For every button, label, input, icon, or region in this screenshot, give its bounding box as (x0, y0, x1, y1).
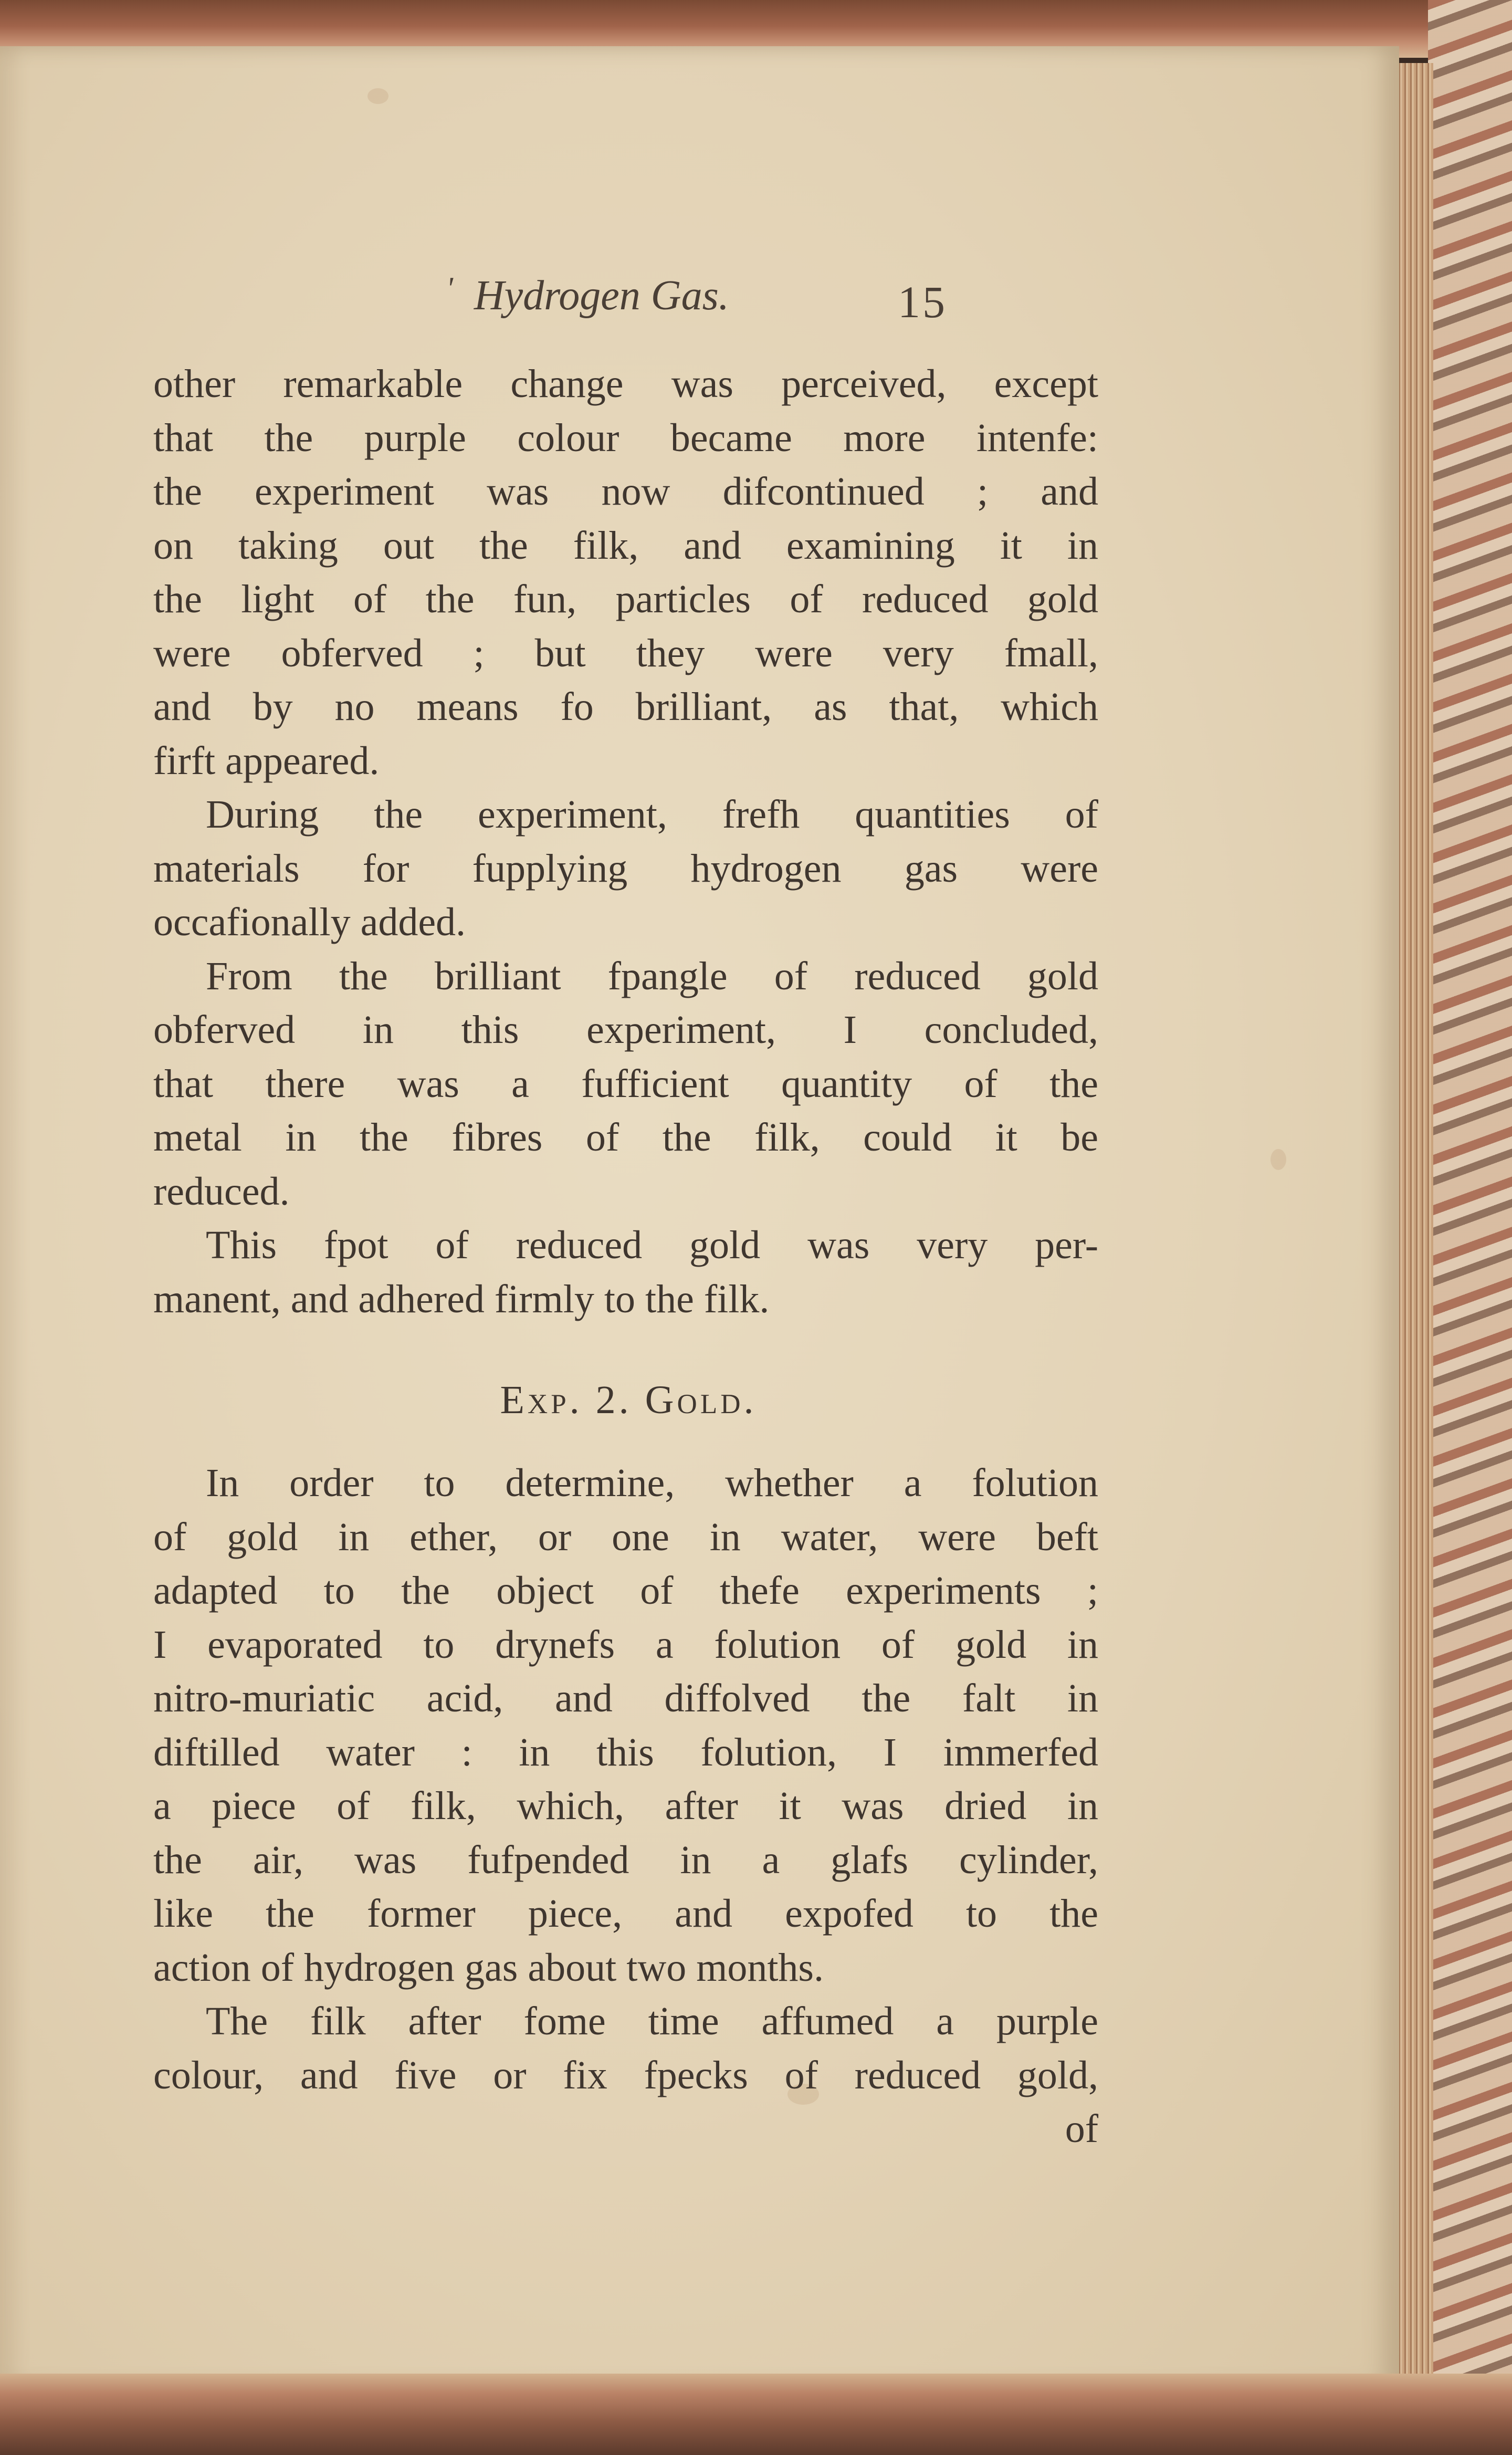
text-line: During the experiment, frefh quantities of (206, 792, 1098, 837)
page-number: 15 (898, 277, 947, 327)
paragraph (153, 788, 1098, 949)
book-bottom-edge (0, 2374, 1512, 2455)
text-line: the experiment was now difcontinued ; and (153, 469, 1098, 514)
running-title (446, 270, 729, 320)
text-line: the air, was fufpended in a glafs cylinder, (153, 1837, 1098, 1882)
text-line: of gold in ether, or one in water, were beft (153, 1514, 1098, 1559)
text-line: diftilled water : in this folution, I immerfed (153, 1730, 1098, 1774)
text-line: colour, and five or fix fpecks of reduced gold, (153, 2053, 1098, 2097)
text-line: This fpot of reduced gold was very per- (206, 1223, 1098, 1267)
text-line: From the brilliant fpangle of reduced gold (206, 954, 1098, 998)
text-line: that the purple colour became more intenfe: (153, 415, 1098, 460)
text-line: metal in the fibres of the filk, could it be (153, 1115, 1098, 1159)
running-title-text: Hydrogen Gas. (474, 273, 729, 319)
catchword: of (1065, 2107, 1098, 2151)
paragraph (153, 1218, 1098, 1326)
text-line: In order to determine, whether a folution (206, 1461, 1098, 1505)
text-line: firft appeared. (153, 738, 380, 783)
paragraph (153, 1456, 1098, 1994)
paragraph (153, 949, 1098, 1219)
text-line: and by no means fo brilliant, as that, which (153, 685, 1098, 729)
body-text (153, 357, 1098, 2156)
section-heading: Exp. 2. Gold. (500, 1378, 757, 1422)
paragraph (153, 1994, 1098, 2102)
text-line: obferved in this experiment, I concluded, (153, 1008, 1098, 1052)
text-line: materials for fupplying hydrogen gas were (153, 846, 1098, 891)
text-line: were obferved ; but they were very fmall, (153, 631, 1098, 675)
page-block-edge (1396, 63, 1433, 2384)
text-line: The filk after fome time affumed a purple (206, 1999, 1098, 2043)
header-mark: ' (446, 271, 453, 306)
text-line: adapted to the object of thefe experiments ; (153, 1569, 1098, 1613)
text-line: a piece of filk, which, after it was dried in (153, 1784, 1098, 1828)
text-line: I evaporated to drynefs a folution of gold in (153, 1622, 1098, 1667)
text-line: other remarkable change was perceived, except (153, 362, 1098, 406)
text-line: action of hydrogen gas about two months. (153, 1945, 824, 1990)
text-line: the light of the fun, particles of reduced gold (153, 577, 1098, 621)
text-line: manent, and adhered firmly to the filk. (153, 1277, 770, 1321)
paragraph (153, 357, 1098, 788)
text-line: nitro-muriatic acid, and diffolved the falt in (153, 1676, 1098, 1720)
text-line: reduced. (153, 1169, 290, 1214)
text-line: occafionally added. (153, 900, 466, 944)
text-line: that there was a fufficient quantity of the (153, 1061, 1098, 1106)
text-line: like the former piece, and expofed to the (153, 1892, 1098, 1936)
page-header (158, 260, 1102, 333)
text-line: on taking out the filk, and examining it in (153, 523, 1098, 568)
marbled-board (1428, 0, 1512, 2455)
foxing-spot (368, 88, 388, 104)
foxing-spot (1270, 1149, 1286, 1170)
